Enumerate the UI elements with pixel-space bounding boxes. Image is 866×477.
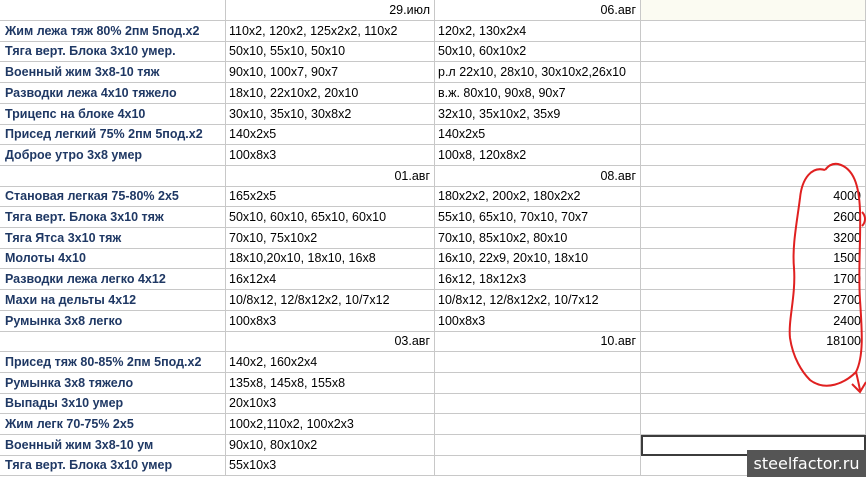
exercise-cell[interactable] [0, 0, 226, 21]
total-cell[interactable] [641, 62, 866, 83]
session1-cell[interactable]: 10/8x12, 12/8x12x2, 10/7x12 [226, 290, 435, 311]
session2-cell[interactable]: в.ж. 80x10, 90x8, 90x7 [435, 83, 641, 104]
total-cell[interactable] [641, 145, 866, 166]
exercise-cell[interactable]: Разводки лежа 4х10 тяжело [0, 83, 226, 104]
total-cell[interactable] [641, 166, 866, 187]
table-row [0, 393, 866, 414]
session1-cell[interactable]: 29.июл [226, 0, 435, 21]
table-row [0, 373, 866, 394]
table-row [0, 248, 866, 269]
session2-cell[interactable]: 120x2, 130x2x4 [435, 21, 641, 42]
session2-cell[interactable]: 100x8x3 [435, 311, 641, 332]
total-cell[interactable] [641, 83, 866, 104]
total-cell[interactable] [641, 124, 866, 145]
table-row [0, 166, 866, 187]
session2-cell[interactable] [435, 435, 641, 456]
session2-cell[interactable] [435, 455, 641, 476]
table-row [0, 104, 866, 125]
session2-cell[interactable]: 16x10, 22x9, 20x10, 18x10 [435, 248, 641, 269]
session1-cell[interactable]: 50x10, 55x10, 50x10 [226, 41, 435, 62]
table-row [0, 414, 866, 435]
exercise-cell[interactable]: Молоты 4х10 [0, 248, 226, 269]
session1-cell[interactable]: 100x8x3 [226, 311, 435, 332]
session1-cell[interactable]: 55x10x3 [226, 455, 435, 476]
exercise-cell[interactable]: Присед легкий 75% 2пм 5под.х2 [0, 124, 226, 145]
session2-cell[interactable]: 70x10, 85x10x2, 80x10 [435, 228, 641, 249]
exercise-cell[interactable]: Махи на дельты 4х12 [0, 290, 226, 311]
total-cell[interactable] [641, 393, 866, 414]
table-row [0, 207, 866, 228]
exercise-cell[interactable]: Выпады 3х10 умер [0, 393, 226, 414]
session1-cell[interactable]: 03.авг [226, 331, 435, 352]
exercise-cell[interactable]: Военный жим 3х8-10 ум [0, 435, 226, 456]
total-cell[interactable]: 2400 [641, 311, 866, 332]
session2-cell[interactable]: 50x10, 60x10x2 [435, 41, 641, 62]
exercise-cell[interactable]: Румынка 3х8 легко [0, 311, 226, 332]
session1-cell[interactable]: 90x10, 100x7, 90x7 [226, 62, 435, 83]
exercise-cell[interactable]: Военный жим 3х8-10 тяж [0, 62, 226, 83]
exercise-cell[interactable]: Жим легк 70-75% 2х5 [0, 414, 226, 435]
table-row [0, 435, 866, 456]
exercise-cell[interactable]: Разводки лежа легко 4х12 [0, 269, 226, 290]
exercise-cell[interactable]: Тяга Ятса 3х10 тяж [0, 228, 226, 249]
total-cell[interactable]: 1500 [641, 248, 866, 269]
session1-cell[interactable]: 100x8x3 [226, 145, 435, 166]
session2-cell[interactable] [435, 393, 641, 414]
total-cell[interactable] [641, 414, 866, 435]
session1-cell[interactable]: 110x2, 120x2, 125x2x2, 110x2 [226, 21, 435, 42]
table-row [0, 21, 866, 42]
table-row [0, 62, 866, 83]
exercise-cell[interactable]: Тяга верт. Блока 3х10 умер [0, 455, 226, 476]
session1-cell[interactable]: 70x10, 75x10x2 [226, 228, 435, 249]
table-row [0, 124, 866, 145]
table-row [0, 0, 866, 21]
table-row [0, 290, 866, 311]
total-cell[interactable]: 1700 [641, 269, 866, 290]
table-row [0, 455, 866, 476]
session1-cell[interactable]: 20x10x3 [226, 393, 435, 414]
session2-cell[interactable]: 32x10, 35x10x2, 35x9 [435, 104, 641, 125]
session1-cell[interactable]: 16x12x4 [226, 269, 435, 290]
total-cell[interactable]: 4000 [641, 186, 866, 207]
table-row [0, 269, 866, 290]
table-row [0, 186, 866, 207]
exercise-cell[interactable] [0, 166, 226, 187]
session1-cell[interactable]: 140x2x5 [226, 124, 435, 145]
exercise-cell[interactable]: Становая легкая 75-80% 2х5 [0, 186, 226, 207]
session1-cell[interactable]: 50x10, 60x10, 65x10, 60x10 [226, 207, 435, 228]
table-row [0, 41, 866, 62]
session1-cell[interactable]: 30x10, 35x10, 30x8x2 [226, 104, 435, 125]
table-row [0, 331, 866, 352]
session2-cell[interactable]: 55x10, 65x10, 70x10, 70x7 [435, 207, 641, 228]
total-cell[interactable] [641, 21, 866, 42]
session1-cell[interactable]: 18x10, 22x10x2, 20x10 [226, 83, 435, 104]
watermark-label: steelfactor.ru [747, 450, 866, 477]
session2-cell[interactable]: 16x12, 18x12x3 [435, 269, 641, 290]
session1-cell[interactable]: 165x2x5 [226, 186, 435, 207]
session2-cell[interactable]: 180x2x2, 200x2, 180x2x2 [435, 186, 641, 207]
exercise-cell[interactable]: Тяга верт. Блока 3х10 умер. [0, 41, 226, 62]
session1-cell[interactable]: 18x10,20x10, 18x10, 16x8 [226, 248, 435, 269]
session2-cell[interactable]: 08.авг [435, 166, 641, 187]
total-cell[interactable] [641, 104, 866, 125]
total-cell[interactable] [641, 373, 866, 394]
session2-cell[interactable]: 10.авг [435, 331, 641, 352]
total-cell[interactable] [641, 0, 866, 21]
total-cell[interactable] [641, 352, 866, 373]
session1-cell[interactable]: 100x2,110x2, 100x2x3 [226, 414, 435, 435]
table-row [0, 83, 866, 104]
exercise-cell[interactable]: Трицепс на блоке 4х10 [0, 104, 226, 125]
table-row [0, 228, 866, 249]
table-row [0, 145, 866, 166]
exercise-cell[interactable] [0, 331, 226, 352]
session2-cell[interactable]: 140x2x5 [435, 124, 641, 145]
total-cell[interactable]: 18100 [641, 331, 866, 352]
exercise-cell[interactable]: Доброе утро 3х8 умер [0, 145, 226, 166]
exercise-cell[interactable]: Румынка 3х8 тяжело [0, 373, 226, 394]
table-row [0, 311, 866, 332]
total-cell[interactable]: 3200 [641, 228, 866, 249]
session1-cell[interactable]: 90x10, 80x10x2 [226, 435, 435, 456]
session2-cell[interactable]: 100x8, 120x8x2 [435, 145, 641, 166]
total-cell[interactable]: 2700 [641, 290, 866, 311]
session2-cell[interactable] [435, 352, 641, 373]
session1-cell[interactable]: 01.авг [226, 166, 435, 187]
session1-cell[interactable]: 140x2, 160x2x4 [226, 352, 435, 373]
session2-cell[interactable] [435, 373, 641, 394]
exercise-cell[interactable]: Тяга верт. Блока 3х10 тяж [0, 207, 226, 228]
session2-cell[interactable] [435, 414, 641, 435]
session2-cell[interactable]: р.л 22x10, 28x10, 30x10x2,26x10 [435, 62, 641, 83]
total-cell[interactable] [641, 41, 866, 62]
session2-cell[interactable]: 06.авг [435, 0, 641, 21]
table-row [0, 352, 866, 373]
exercise-cell[interactable]: Присед тяж 80-85% 2пм 5под.х2 [0, 352, 226, 373]
total-cell[interactable]: 2600 [641, 207, 866, 228]
session1-cell[interactable]: 135x8, 145x8, 155x8 [226, 373, 435, 394]
exercise-cell[interactable]: Жим лежа тяж 80% 2пм 5под.х2 [0, 21, 226, 42]
session2-cell[interactable]: 10/8x12, 12/8x12x2, 10/7x12 [435, 290, 641, 311]
